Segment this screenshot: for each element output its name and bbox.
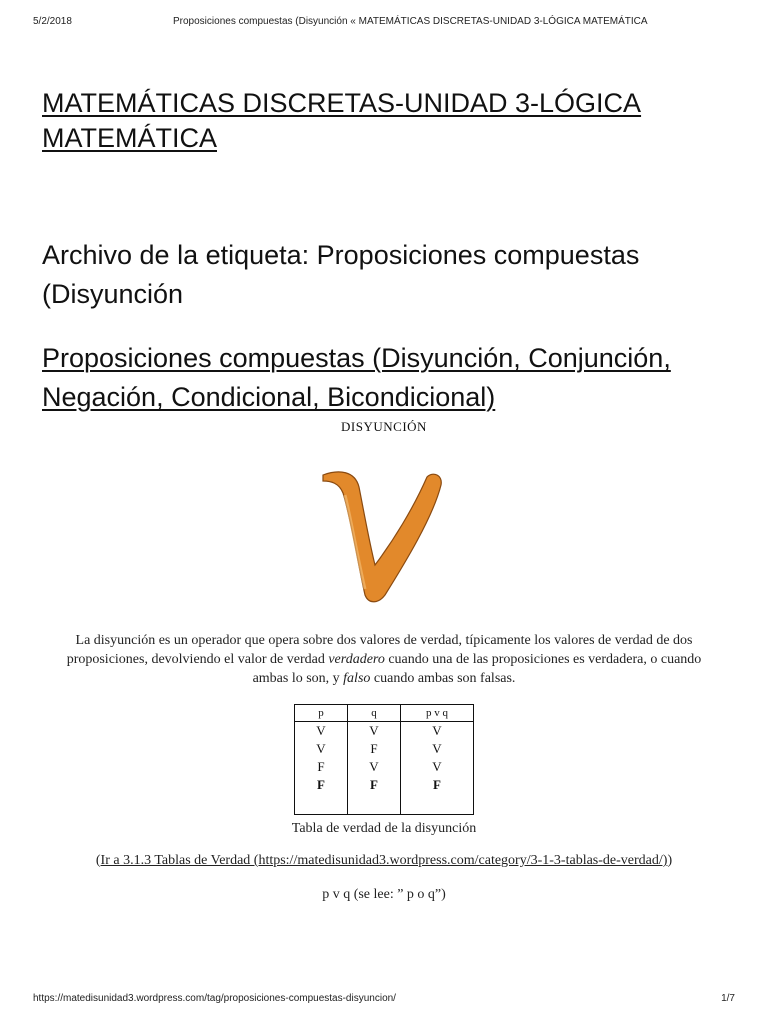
- tablas-de-verdad-link-line: [42, 853, 726, 869]
- truth-table-header-row: [295, 705, 474, 722]
- archive-title: Archivo de la etiqueta: Proposiciones compuestas (Disyunción: [42, 240, 640, 309]
- orange-v-disjunction-symbol-icon: [309, 459, 459, 609]
- truth-table-cell: F: [295, 776, 348, 815]
- truth-table: [294, 704, 474, 815]
- table-caption: Tabla de verdad de la disyunción: [291, 821, 477, 836]
- truth-table-cell: V: [348, 722, 401, 741]
- truth-table-cell: V: [295, 740, 348, 758]
- truth-table-row: [295, 722, 474, 741]
- truth-table-row: [295, 776, 474, 815]
- section-heading: DISYUNCIÓN: [341, 419, 427, 434]
- intro-text-3: cuando ambas son falsas.: [370, 671, 516, 686]
- truth-table-cell: F: [401, 776, 474, 815]
- truth-table-header: p: [295, 705, 348, 722]
- truth-table-cell: F: [348, 740, 401, 758]
- truth-table-row: [295, 758, 474, 776]
- print-page-title: Proposiciones compuestas (Disyunción « MATEMÁTICAS DISCRETAS-UNIDAD 3-LÓGICA MATEMÁTICA: [173, 16, 648, 27]
- truth-table-cell: V: [401, 722, 474, 741]
- page-content: [42, 86, 726, 903]
- truth-table-cell: F: [295, 758, 348, 776]
- intro-emphasis-verdadero: verdadero: [328, 652, 385, 667]
- truth-table-cell: V: [295, 722, 348, 741]
- truth-table-cell: F: [348, 776, 401, 815]
- truth-table-cell: V: [401, 758, 474, 776]
- intro-text-2: cuando una de las proposiciones es verdadera, o cuando ambas lo son, y: [252, 652, 702, 686]
- truth-table-row: [295, 740, 474, 758]
- link-open-paren: (: [95, 853, 101, 868]
- truth-table-header: p v q: [401, 705, 474, 722]
- truth-table-cell: V: [401, 740, 474, 758]
- intro-paragraph: [48, 631, 720, 688]
- print-date: 5/2/2018: [33, 16, 72, 27]
- read-as-text: p v q (se lee: ” p o q”): [322, 887, 446, 902]
- print-footer: [33, 993, 735, 1004]
- intro-emphasis-falso: falso: [343, 671, 371, 686]
- print-url: https://matedisunidad3.wordpress.com/tag/proposiciones-compuestas-disyuncion/: [33, 993, 396, 1004]
- link-close-paren: ): [667, 853, 673, 868]
- print-header: [33, 16, 735, 27]
- intro-text-1: La disyunción es un operador que opera sobre dos valores de verdad, típicamente los valores de verdad de dos proposiciones, devolviendo el valor de verdad: [66, 633, 693, 667]
- print-page-number: 1/7: [721, 993, 735, 1004]
- post-title-link[interactable]: Proposiciones compuestas (Disyunción, Conjunción, Negación, Condicional, Bicondicional): [42, 343, 671, 412]
- tablas-de-verdad-link[interactable]: Ir a 3.1.3 Tablas de Verdad (https://matedisunidad3.wordpress.com/category/3-1-3-tablas-de-verdad/): [100, 853, 668, 868]
- site-title-link[interactable]: MATEMÁTICAS DISCRETAS-UNIDAD 3-LÓGICA MATEMÁTICA: [42, 88, 642, 153]
- truth-table-header: q: [348, 705, 401, 722]
- truth-table-cell: V: [348, 758, 401, 776]
